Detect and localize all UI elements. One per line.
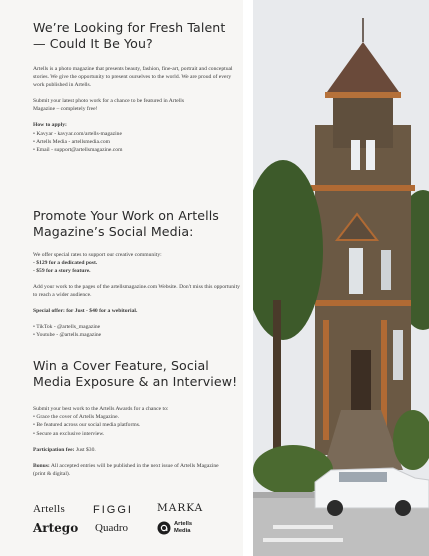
bonus-paragraph	[33, 462, 223, 478]
tower-window-1	[351, 140, 360, 170]
logo-artells: Artells	[33, 503, 66, 515]
logo-marka: MARKA	[157, 502, 204, 514]
website-paragraph: Add your work to the pages of the artellsmagazine.com Website. Don't miss this opportunity to reach a wider audience.	[33, 284, 240, 299]
middle-window-side	[381, 250, 391, 290]
rate-dedicated-post: - $129 for a dedicated post.	[33, 260, 98, 267]
social-list	[33, 323, 241, 339]
section-title-win-cover: Win a Cover Feature, Social Media Exposure & an Interview!	[33, 358, 238, 389]
house-illustration	[253, 0, 429, 556]
section-promote	[33, 208, 241, 339]
logo-quadro: Quadro	[95, 522, 128, 534]
bonus-label: Bonus:	[33, 462, 50, 469]
artells-media-line1: Artells	[174, 521, 193, 527]
apply-list	[33, 130, 241, 155]
section-title-fresh-talent: We’re Looking for Fresh Talent — Could It Be You?	[33, 20, 226, 51]
submit-paragraph: Submit your latest photo work for a chance to be featured in Artells Magazine – completely free!	[33, 98, 184, 113]
artells-media-line2: Media	[174, 527, 191, 534]
social-item-youtube[interactable]: • Youtube - @artells.magazine	[33, 331, 241, 339]
social-item-tiktok[interactable]: • TikTok - @artells_magazine	[33, 323, 241, 331]
photo-victorian-house	[253, 0, 429, 556]
front-door	[351, 350, 371, 410]
tower-trim	[325, 92, 401, 98]
logo-artells-media	[157, 520, 217, 536]
apply-item-artells-media[interactable]: • Artells Media - artellsmedia.com	[33, 138, 241, 146]
special-offer: Special offer: for Just - $40 for a webitorial.	[33, 308, 138, 315]
section-fresh-talent	[33, 20, 241, 154]
awards-item-cover: • Grace the cover of Artells Magazine.	[33, 413, 241, 421]
awards-item-interview: • Secure an exclusive interview.	[33, 430, 241, 438]
how-to-apply-label: How to apply:	[33, 122, 67, 129]
middle-window	[349, 248, 363, 294]
crosswalk-stripe-1	[273, 525, 333, 529]
bonus-text: All accepted entries will be published in the next issue of Artells Magazine (print & digital).	[33, 462, 219, 477]
rates-intro: We offer special rates to support our creative community:	[33, 252, 162, 258]
rate-story-feature: - $59 for a story feature.	[33, 268, 91, 275]
intro-paragraph: Artells is a photo magazine that presents beauty, fashion, fine-art, portrait and conceptual stories. We give the opportunity to present ourselves to the world. We are proud of every work published in Artells.	[33, 66, 233, 89]
tower-window-2	[366, 140, 375, 170]
car-windows	[339, 472, 387, 482]
apply-item-kavyar[interactable]: • Kavyar - kavyar.com/artells-magazine	[33, 130, 241, 138]
awards-intro: Submit your best work to the Artells Awards for a chance to:	[33, 406, 169, 412]
awards-item-social: • Be featured across our social media platforms.	[33, 421, 241, 429]
apply-item-email[interactable]: • Email - support@artellsmagazine.com	[33, 146, 241, 154]
logo-artego: Artego	[33, 521, 79, 535]
partner-logos	[33, 500, 223, 540]
crosswalk-stripe-2	[263, 538, 343, 542]
fee-label: Participation fee:	[33, 446, 75, 453]
trim-band-1	[311, 185, 415, 191]
lower-window	[393, 330, 403, 380]
section-win-cover	[33, 358, 241, 478]
section-title-promote: Promote Your Work on Artells Magazine’s Social Media:	[33, 208, 219, 239]
car-wheel-rear	[395, 500, 411, 516]
fee-value: Just $30.	[75, 446, 96, 453]
artells-media-mark-icon	[157, 521, 171, 535]
awards-list	[33, 413, 241, 438]
participation-fee	[33, 446, 241, 454]
trim-band-2	[315, 300, 411, 306]
car-wheel-front	[327, 500, 343, 516]
logo-figgi: FIGGI	[93, 504, 133, 516]
porch-column-1	[323, 320, 329, 440]
artells-media-wordmark	[174, 521, 192, 534]
